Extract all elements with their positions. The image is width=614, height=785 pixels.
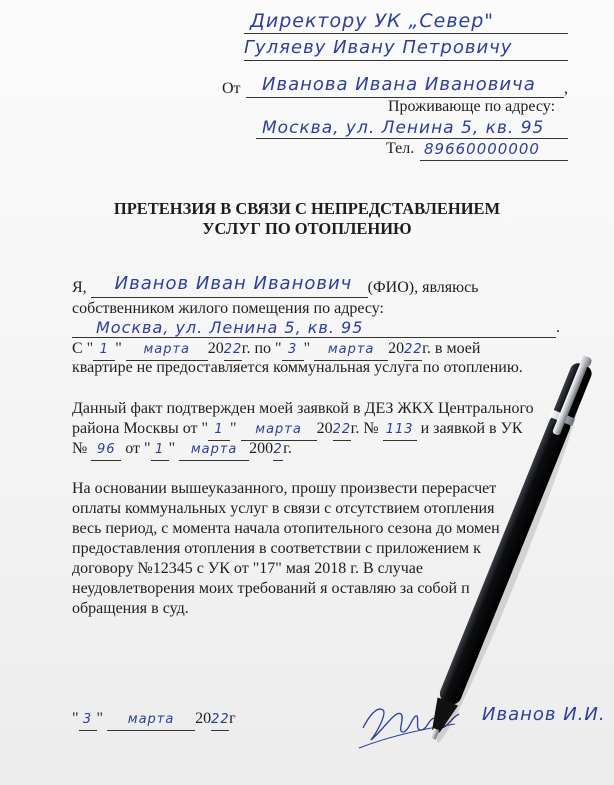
para2-line1: Данный факт подтвержден моей заявкой в ДЕЗ ЖКХ Центрального [72,400,534,417]
from-label: От [222,80,241,97]
pen-icon [400,350,614,760]
document-title-line2: УСЛУГ ПО ОТОПЛЕНИЮ [202,219,412,238]
quote: " [303,340,311,357]
address-field [72,319,556,338]
from-name: Иванова Ивана Ивановича [262,74,536,95]
number-label: № [72,440,88,457]
from-day: 1 [93,339,115,361]
claim-month: марта [241,419,317,441]
year-prefix: 20 [207,340,224,357]
fio-value: Иванов Иван Иванович [114,273,353,294]
quote: " [72,710,79,727]
from-year: 22 [224,339,242,361]
address-label: Проживающе по адресу: [388,98,556,115]
uk-year: 2 [273,439,283,461]
number-label: г. № [350,420,379,437]
para1-tail: г. в моей [422,340,481,357]
year-prefix: 20 [316,420,333,437]
po-text: г. по " [241,340,282,357]
footer-date [72,708,236,731]
s-prefix: С " [72,340,94,357]
claim-year: 22 [333,419,351,441]
claim-day: 1 [208,419,230,441]
recipient-line2-underline [244,60,568,61]
para2-tail: и заявкой в УК [420,420,523,437]
para3-line3: весь период, с момента начала отопительного сезона до момен [72,520,500,537]
para1-address-value: Москва, ул. Ленина 5, кв. 95 [96,318,364,337]
uk-day: 1 [151,439,169,461]
quote: " [230,420,237,437]
para1-line1 [72,273,479,298]
phone-value: 89660000000 [424,140,540,158]
phone-underline [420,160,568,161]
recipient-line1-underline [244,33,568,34]
year-prefix: 20 [388,340,405,357]
recipient-line1: Директору УК „Север" [250,10,495,32]
footer-year: 22 [211,709,229,731]
claim-number: 113 [383,419,417,441]
footer-day: 3 [79,709,97,731]
para3-line1: На основании вышеуказанного, прошу произвести перерасчет [72,480,497,497]
footer-month: марта [107,709,195,731]
year-prefix: 20 [195,710,212,727]
ot-text: от " [125,440,151,457]
para3-line6: неудовлетворения моих требований я оставляю за собой п [72,580,470,597]
from-comma: , [564,80,568,97]
footer-g: г [229,710,236,727]
fio-suffix: (ФИО), являюсь [367,279,479,296]
quote: " [96,710,104,727]
para3-line2: оплаты коммунальных услуг в связи с отсутствием отопления [72,500,495,517]
para2-line3 [72,438,292,461]
address-underline [256,138,568,139]
year-prefix: 200 [249,440,274,457]
signature-name: Иванов И.И. [482,704,606,725]
para1-line5: квартире не предоставляется коммунальная услуга по отоплению. [72,359,523,376]
para3-line4: предоставления отопления в соответствии с приложением к [72,540,481,557]
from-month: марта [126,339,208,361]
para2-end: г. [283,440,292,457]
address-value: Москва, ул. Ленина 5, кв. 95 [262,118,545,138]
phone-label: Тел. [386,140,415,157]
address-end: . [556,319,560,336]
recipient-line2: Гуляеву Ивану Петровичу [244,37,513,58]
quote: " [168,440,176,457]
para2-prefix: района Москвы от " [72,420,209,437]
to-day: 3 [282,339,304,361]
to-year: 22 [404,339,422,361]
quote: " [115,340,122,357]
to-month: марта [314,339,388,361]
document-title-line1: ПРЕТЕНЗИЯ В СВЯЗИ С НЕПРЕДСТАВЛЕНИЕМ [113,199,501,218]
uk-month: марта [179,439,249,461]
para1-line3 [72,317,560,338]
uk-number: 96 [91,439,121,461]
para3-line7: обращения в суд. [72,600,189,617]
ya-text: Я, [72,279,87,296]
para3-line5: договору №12345 с УК от "17" мая 2018 г. В случае [72,560,423,577]
para1-line2: собственником жилого помещения по адресу: [72,300,384,317]
fio-field [91,273,368,298]
